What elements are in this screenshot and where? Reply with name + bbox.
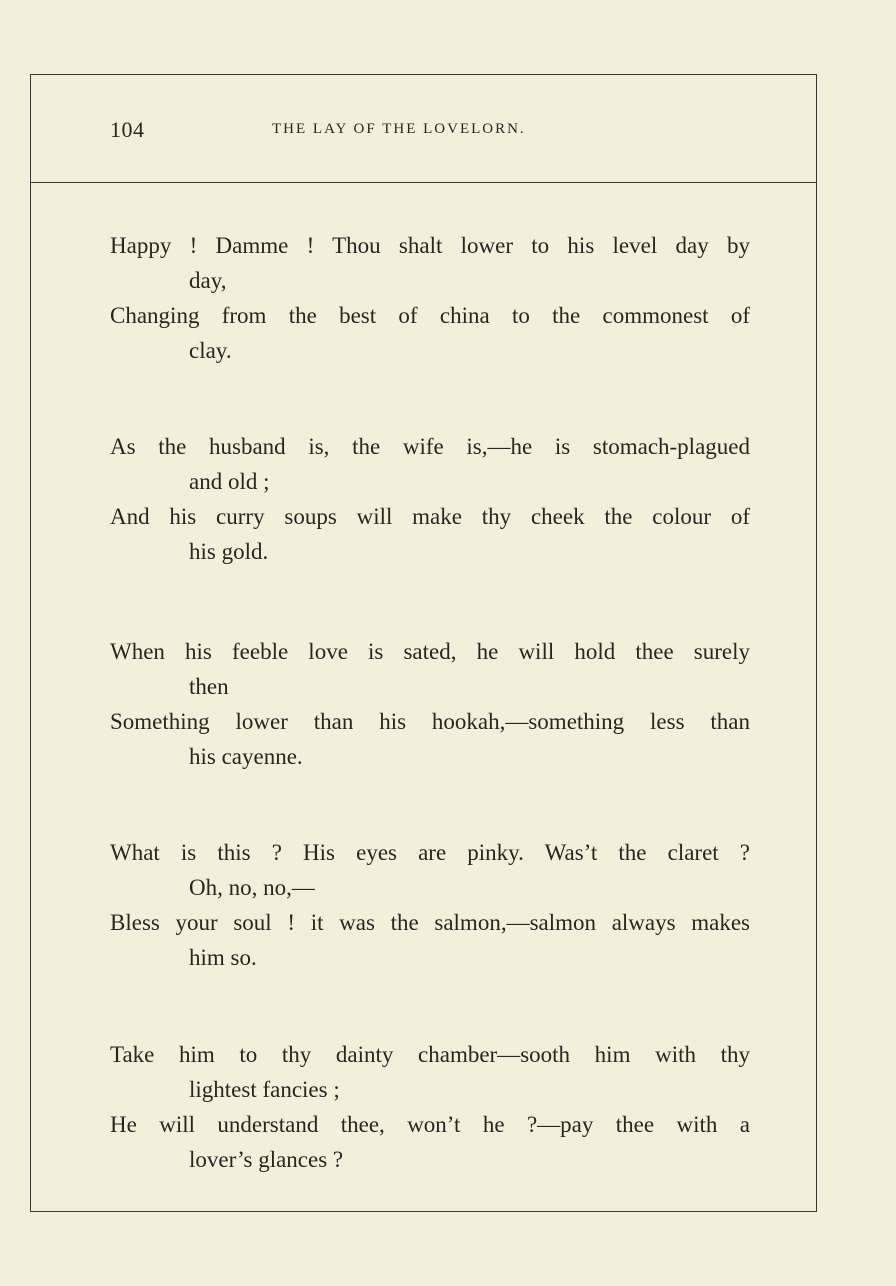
verse-continuation: lover’s glances ? <box>189 1147 344 1172</box>
verse-continuation: day, <box>189 268 227 293</box>
verse-continuation: Oh, no, no,— <box>189 875 315 900</box>
stanza-3 <box>110 634 750 774</box>
verse-continuation: then <box>189 674 229 699</box>
verse-line: He will understand thee, won’t he ?—pay thee with a <box>110 1112 750 1137</box>
verse-continuation: his gold. <box>189 539 269 564</box>
verse-line: Take him to thy dainty chamber—sooth him with thy <box>110 1042 750 1067</box>
verse-line: Changing from the best of china to the commonest of <box>110 303 750 328</box>
verse-line: What is this ? His eyes are pinky. Was’t the claret ? <box>110 840 750 865</box>
stanza-1 <box>110 228 750 368</box>
verse-line: Something lower than his hookah,—something less than <box>110 709 750 734</box>
running-title: THE LAY OF THE LOVELORN. <box>272 121 526 137</box>
page-number: 104 <box>110 117 145 142</box>
verse-continuation: his cayenne. <box>189 744 303 769</box>
verse-continuation: him so. <box>189 945 257 970</box>
verse-line: As the husband is, the wife is,—he is stomach-plagued <box>110 434 750 459</box>
verse-continuation: lightest fancies ; <box>189 1077 340 1102</box>
header-rule <box>30 182 817 183</box>
stanza-2 <box>110 429 750 569</box>
verse-line: Happy ! Damme ! Thou shalt lower to his level day by <box>110 233 750 258</box>
stanza-5 <box>110 1037 750 1177</box>
verse-continuation: and old ; <box>189 469 270 494</box>
stanza-4 <box>110 835 750 975</box>
verse-continuation: clay. <box>189 338 232 363</box>
verse-line: And his curry soups will make thy cheek the colour of <box>110 504 750 529</box>
verse-line: When his feeble love is sated, he will hold thee surely <box>110 639 750 664</box>
verse-line: Bless your soul ! it was the salmon,—salmon always makes <box>110 910 750 935</box>
